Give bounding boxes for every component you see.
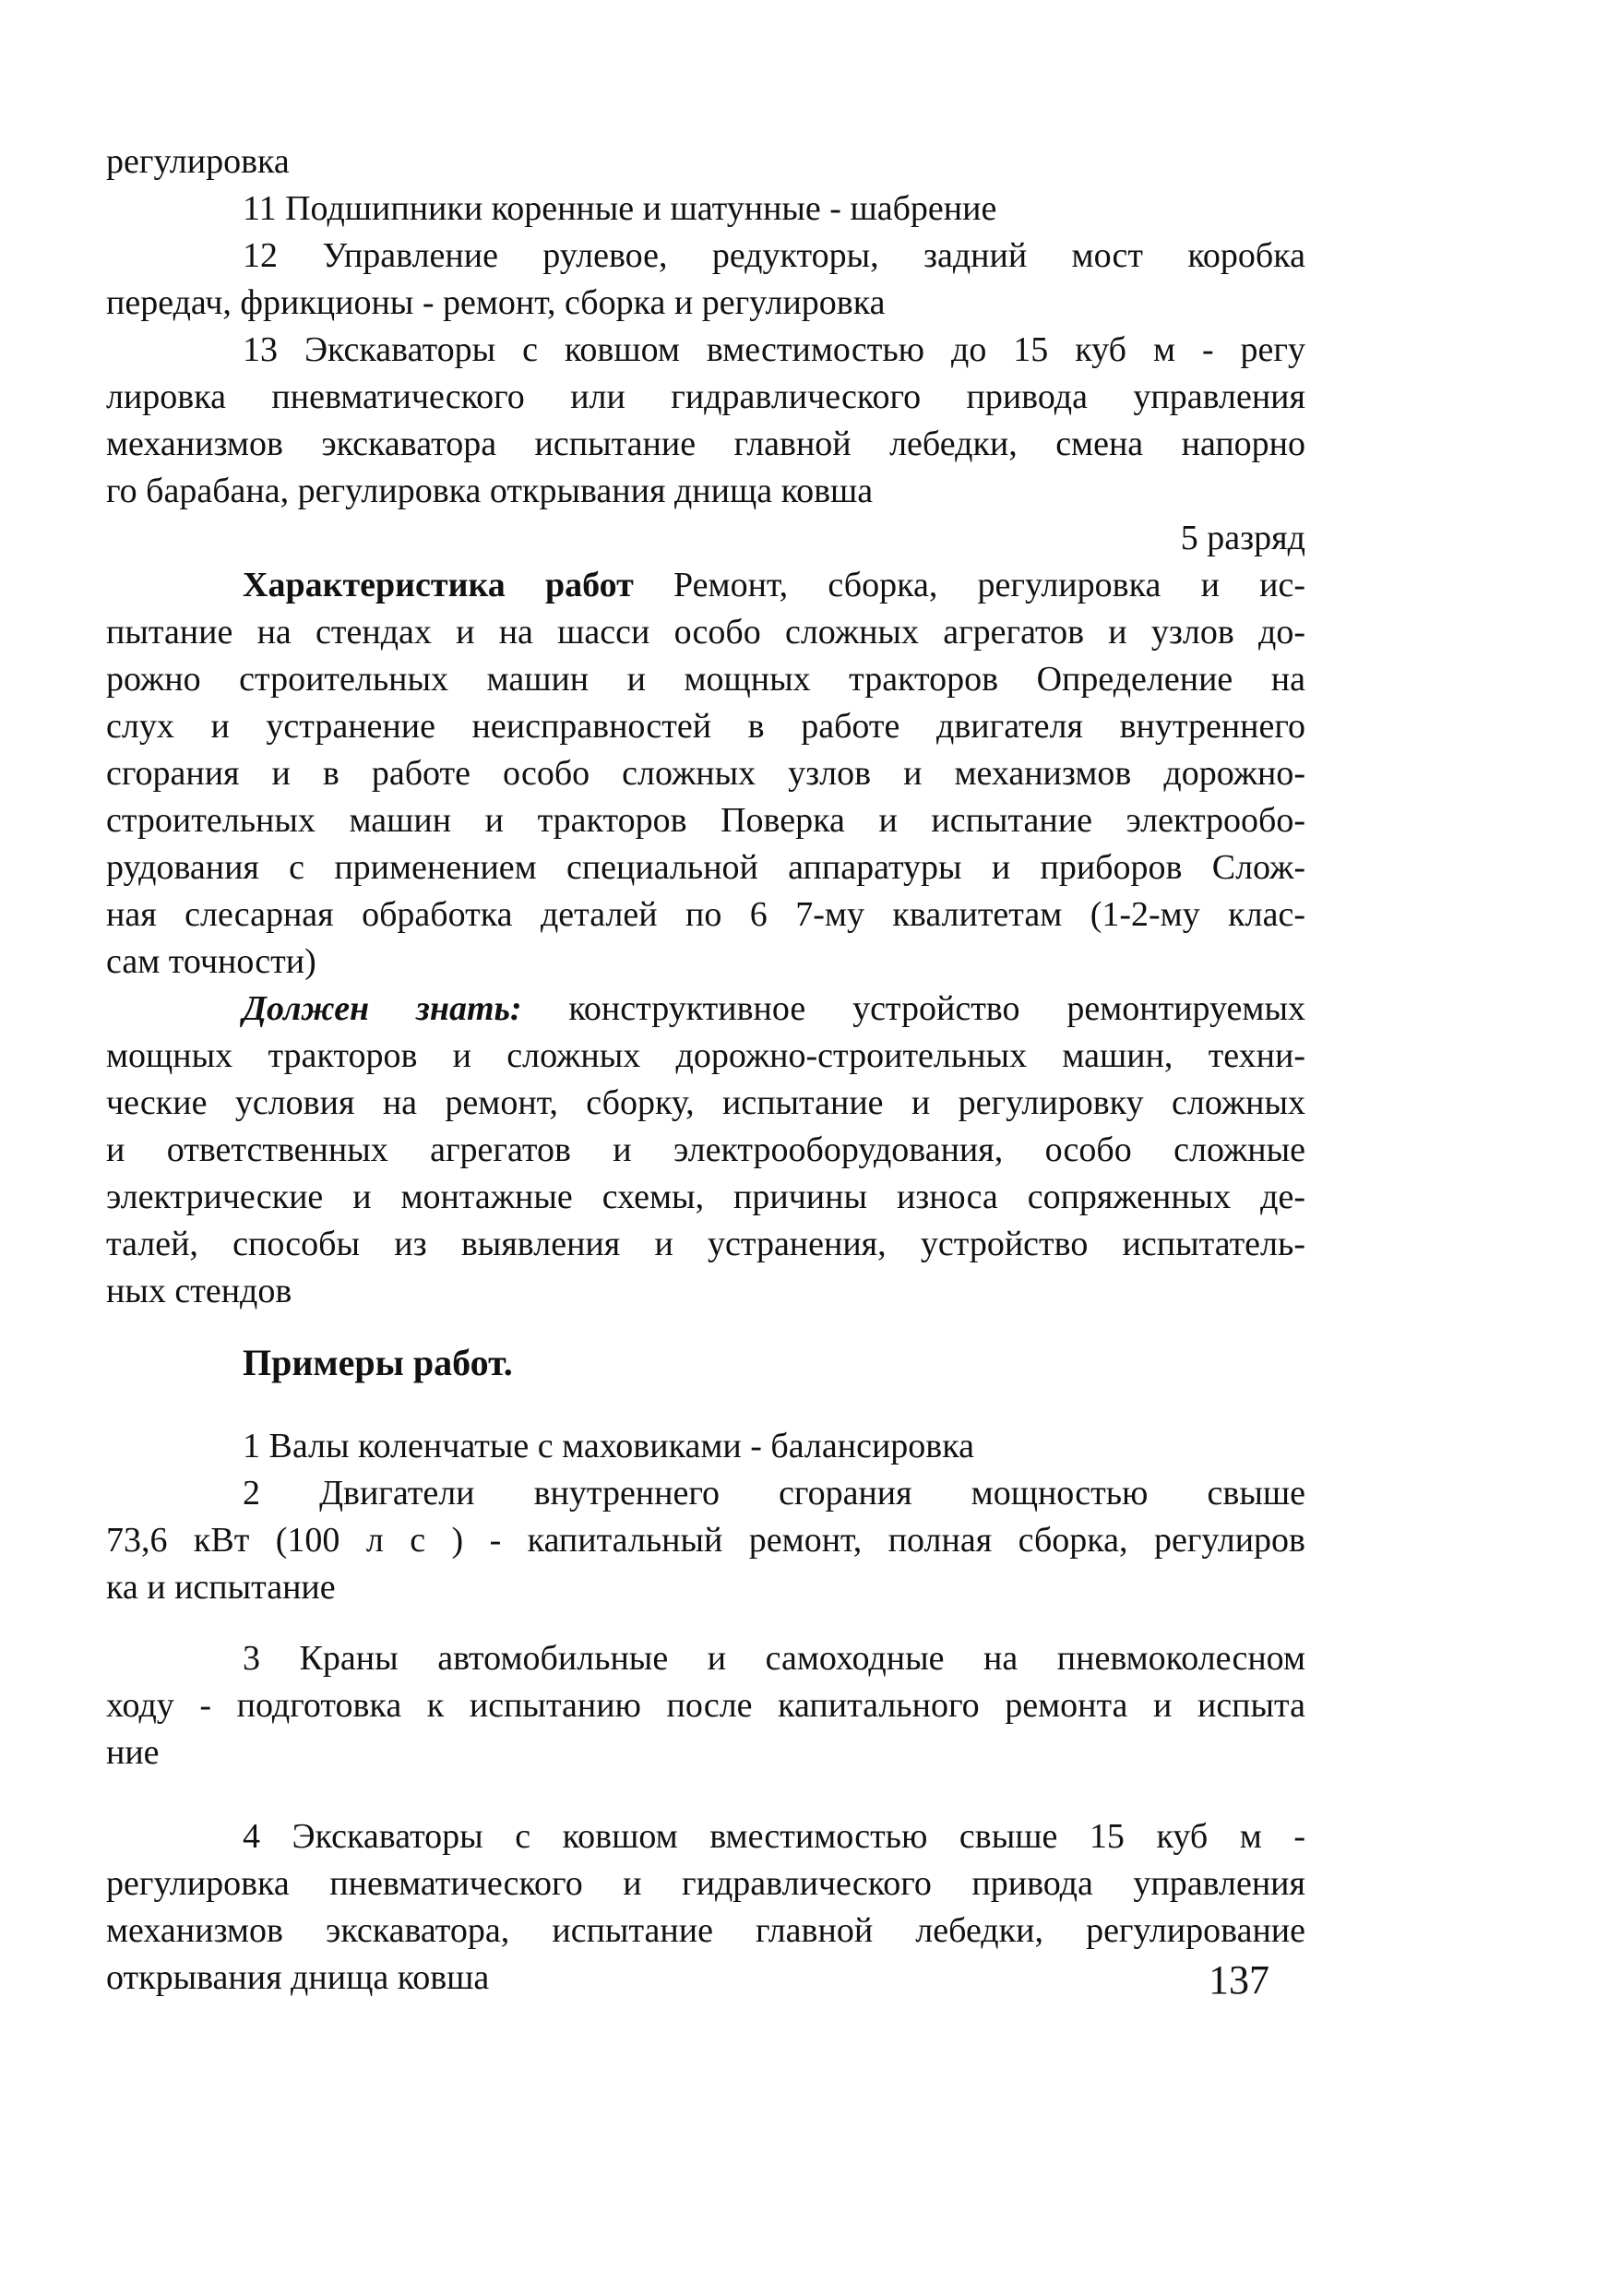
knowledge-label: Должен знать: [243,989,522,1028]
text-line: ная слесарная обработка деталей по 6 7-му квалитетам (1-2-му клас- [106,895,1305,934]
text-line: 11 Подшипники коренные и шатунные - шабрение [243,189,997,228]
text-line: механизмов экскаватора, испытание главной лебедки, регулирование [106,1911,1305,1950]
document-page [106,138,1305,2002]
page-number: 137 [1209,1957,1269,2003]
text-line: 4 Экскаваторы с ковшом вместимостью свыше 15 куб м - [243,1817,1305,1856]
grade-heading: 5 разряд [1180,519,1305,557]
text-line: го барабана, регулировка открывания днища ковша [106,472,874,510]
text-line: ческие условия на ремонт, сборку, испытание и регулировку сложных [106,1083,1305,1122]
characteristic-first-rest: Ремонт, сборка, регулировка и ис- [673,566,1305,604]
text-line: регулировка [106,142,290,181]
text-line: и ответственных агрегатов и электрооборудования, особо сложные [106,1130,1305,1169]
text-line: электрические и монтажные схемы, причины износа сопряженных де- [106,1178,1305,1216]
knowledge-first-rest: конструктивное устройство ремонтируемых [568,989,1305,1028]
text-line: 13 Экскаваторы с ковшом вместимостью до 15 куб м - регу [243,330,1305,369]
text-line: рудования с применением специальной аппаратуры и приборов Слож- [106,848,1305,887]
text-line: пытание на стендах и на шасси особо сложных агрегатов и узлов до- [106,613,1305,652]
text-line: механизмов экскаватора испытание главной лебедки, смена напорно [106,425,1305,463]
characteristic-label: Характеристика работ [243,566,634,604]
text-line: 12 Управление рулевое, редукторы, задний мост коробка [243,236,1305,275]
text-line: передач, фрикционы - ремонт, сборка и регулировка [106,283,886,322]
text-line: сам точности) [106,942,316,981]
text-line: открывания днища ковша [106,1958,490,1997]
text-line: 3 Краны автомобильные и самоходные на пневмоколесном [243,1639,1305,1678]
text-line: регулировка пневматического и гидравлического привода управления [106,1864,1305,1903]
text-line: лировка пневматического или гидравлического привода управления [106,377,1305,416]
text-line: строительных машин и тракторов Поверка и испытание электрообо- [106,801,1305,840]
text-line: 73,6 кВт (100 л с ) - капитальный ремонт, полная сборка, регулиров [106,1521,1305,1560]
text-line: ходу - подготовка к испытанию после капитального ремонта и испыта [106,1686,1305,1725]
text-line: слух и устранение неисправностей в работе двигателя внутреннего [106,707,1305,746]
examples-heading: Примеры работ. [243,1342,513,1383]
characteristic-first-line [106,562,1305,609]
knowledge-first-line [106,986,1305,1033]
text-line: 2 Двигатели внутреннего сгорания мощностью свыше [243,1474,1305,1513]
text-line: рожно строительных машин и мощных тракторов Определение на [106,660,1305,699]
text-line: ных стендов [106,1272,292,1310]
text-line: сгорания и в работе особо сложных узлов и механизмов дорожно- [106,754,1305,793]
text-line: мощных тракторов и сложных дорожно-строительных машин, техни- [106,1036,1305,1075]
text-line: ка и испытание [106,1568,336,1607]
text-line: талей, способы из выявления и устранения, устройство испытатель- [106,1225,1305,1263]
example-1: 1 Валы коленчатые с маховиками - балансировка [243,1427,974,1465]
text-line: ние [106,1733,160,1772]
